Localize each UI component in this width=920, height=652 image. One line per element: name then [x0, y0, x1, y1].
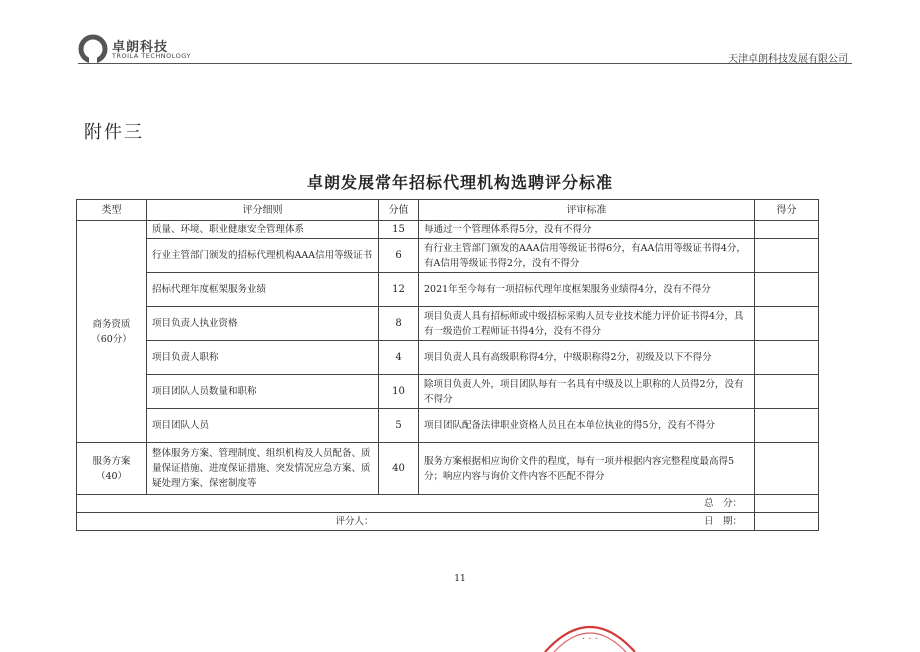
- table-row: [77, 443, 819, 495]
- header-points: 分值: [379, 200, 419, 221]
- total-score-cell[interactable]: [755, 495, 819, 513]
- header-type: 类型: [77, 200, 147, 221]
- row-points: 10: [379, 375, 419, 409]
- row-standard: 2021年至今每有一项招标代理年度框架服务业绩得4分，没有不得分: [419, 273, 755, 307]
- category-label: 服务方案 （40）: [92, 455, 131, 482]
- row-detail: 质量、环境、职业健康安全管理体系: [147, 221, 379, 239]
- score-cell[interactable]: [755, 239, 819, 273]
- scorer-label: 评分人：: [77, 513, 379, 531]
- row-standard: 服务方案根据相应询价文件的程度，每有一项并根据内容完整程度最高得5分；响应内容与询价文件内容不匹配不得分: [419, 443, 755, 495]
- table-row: [77, 375, 819, 409]
- table-row: [77, 239, 819, 273]
- score-cell[interactable]: [755, 375, 819, 409]
- row-points: 40: [379, 443, 419, 495]
- table-row: [77, 409, 819, 443]
- total-row: [77, 495, 819, 513]
- row-detail: 行业主管部门颁发的招标代理机构AAA信用等级证书: [147, 239, 379, 273]
- official-seal-stamp-icon: [540, 612, 640, 652]
- table-row: [77, 307, 819, 341]
- row-standard: 每通过一个管理体系得5分，没有不得分: [419, 221, 755, 239]
- score-cell[interactable]: [755, 443, 819, 495]
- total-label: 总 分：: [77, 495, 755, 513]
- date-label: 日 期：: [379, 513, 755, 531]
- row-standard: 项目团队配备法律职业资格人员且在本单位执业的得5分，没有不得分: [419, 409, 755, 443]
- row-points: 5: [379, 409, 419, 443]
- row-points: 8: [379, 307, 419, 341]
- score-cell[interactable]: [755, 273, 819, 307]
- row-detail: 整体服务方案、管理制度、组织机构及人员配备、质量保证措施、进度保证措施、突发情况应急方案、质疑处理方案、保密制度等: [147, 443, 379, 495]
- page-number: 11: [454, 574, 466, 584]
- table-header-row: [77, 200, 819, 221]
- score-cell[interactable]: [755, 341, 819, 375]
- row-points: 6: [379, 239, 419, 273]
- row-standard: 有行业主管部门颁发的AAA信用等级证书得6分，有AA信用等级证书得4分，有A信用等级证书得2分，没有不得分: [419, 239, 755, 273]
- row-detail: 项目团队人员数量和职称: [147, 375, 379, 409]
- row-standard: 项目负责人具有高级职称得4分，中级职称得2分，初级及以下不得分: [419, 341, 755, 375]
- row-points: 15: [379, 221, 419, 239]
- company-name: 天津卓朗科技发展有限公司: [728, 54, 848, 65]
- company-logo: [78, 34, 228, 66]
- signature-row: [77, 513, 819, 531]
- scoring-table: [76, 199, 819, 531]
- row-points: 4: [379, 341, 419, 375]
- row-standard: 除项目负责人外，项目团队每有一名具有中级及以上职称的人员得2分，没有不得分: [419, 375, 755, 409]
- logo-ring-icon: [78, 34, 108, 64]
- row-detail: 招标代理年度框架服务业绩: [147, 273, 379, 307]
- logo-english-text: TROILA TECHNOLOGY: [112, 52, 191, 60]
- document-title: 卓朗发展常年招标代理机构选聘评分标准: [306, 173, 613, 192]
- score-cell[interactable]: [755, 409, 819, 443]
- table-row: [77, 221, 819, 239]
- svg-text:· · ·: · · ·: [582, 634, 598, 645]
- attachment-label: 附件三: [84, 122, 144, 143]
- row-detail: 项目团队人员: [147, 409, 379, 443]
- date-cell[interactable]: [755, 513, 819, 531]
- logo-chinese-text: 卓朗科技: [112, 40, 169, 55]
- category-service: [77, 443, 147, 495]
- row-points: 12: [379, 273, 419, 307]
- category-label: 商务资质 （60分）: [91, 318, 132, 345]
- row-detail: 项目负责人职称: [147, 341, 379, 375]
- score-cell[interactable]: [755, 221, 819, 239]
- header-divider: [78, 63, 852, 64]
- header-detail: 评分细则: [147, 200, 379, 221]
- table-row: [77, 341, 819, 375]
- category-business: [77, 221, 147, 443]
- header-standard: 评审标准: [419, 200, 755, 221]
- table-row: [77, 273, 819, 307]
- header-score: 得分: [755, 200, 819, 221]
- score-cell[interactable]: [755, 307, 819, 341]
- row-standard: 项目负责人具有招标师或中级招标采购人员专业技术能力评价证书得4分，具有一级造价工程师证书得4分，没有不得分: [419, 307, 755, 341]
- row-detail: 项目负责人执业资格: [147, 307, 379, 341]
